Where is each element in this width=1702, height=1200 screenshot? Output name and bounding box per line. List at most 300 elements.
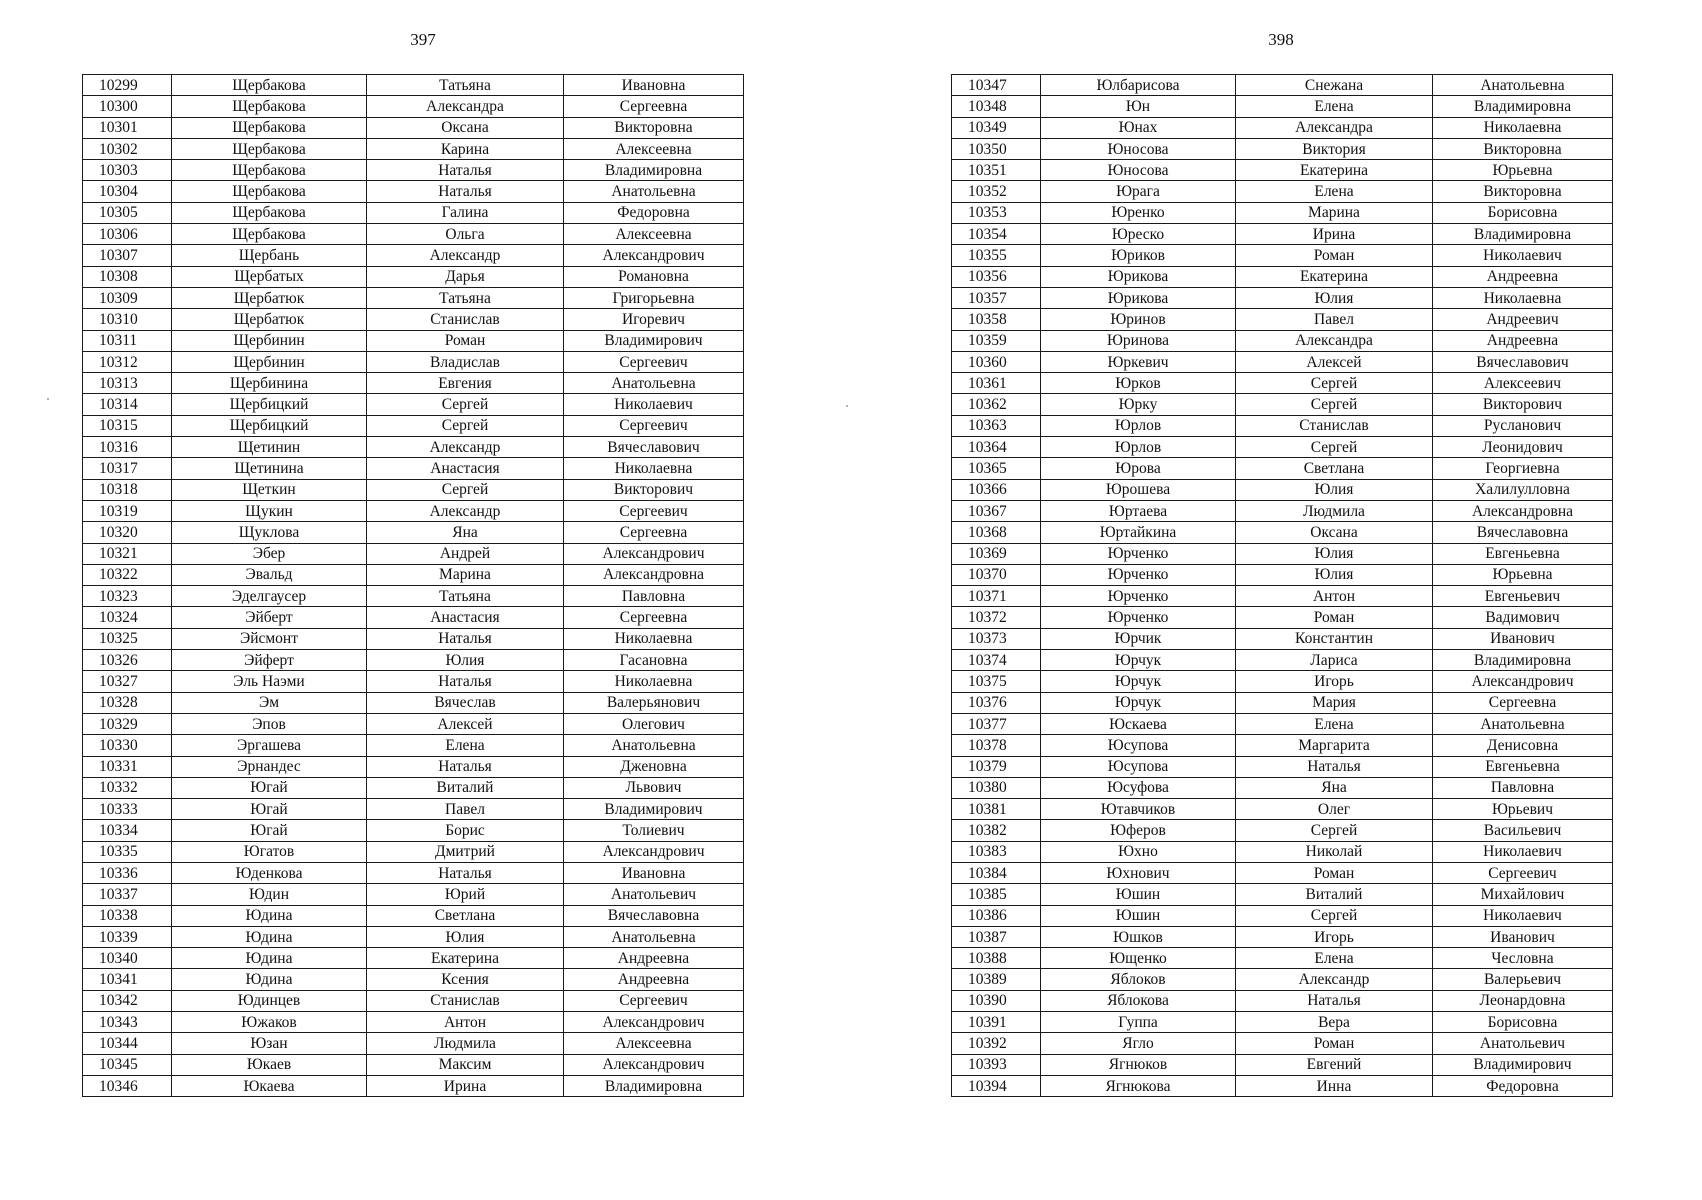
- patronymic-cell: Вадимович: [1433, 607, 1613, 628]
- table-row: [83, 287, 744, 308]
- record-number-cell: 10392: [952, 1033, 1041, 1054]
- registry-table: [951, 74, 1613, 1097]
- table-row: [83, 479, 744, 500]
- last-name-cell: Щербакова: [172, 96, 367, 117]
- patronymic-cell: Анатольевна: [1433, 75, 1613, 96]
- record-number-cell: 10347: [952, 75, 1041, 96]
- table-row: [83, 820, 744, 841]
- table-row: [952, 458, 1613, 479]
- last-name-cell: Эпов: [172, 713, 367, 734]
- last-name-cell: Щербатюк: [172, 287, 367, 308]
- patronymic-cell: Владимировна: [1433, 650, 1613, 671]
- record-number-cell: 10372: [952, 607, 1041, 628]
- patronymic-cell: Александровна: [1433, 500, 1613, 521]
- record-number-cell: 10334: [83, 820, 172, 841]
- record-number-cell: 10313: [83, 373, 172, 394]
- first-name-cell: Оксана: [367, 117, 564, 138]
- first-name-cell: Елена: [367, 735, 564, 756]
- table-row: [952, 330, 1613, 351]
- last-name-cell: Юдина: [172, 948, 367, 969]
- first-name-cell: Юлия: [367, 650, 564, 671]
- first-name-cell: Юлия: [1236, 479, 1433, 500]
- record-number-cell: 10331: [83, 756, 172, 777]
- last-name-cell: Щербакова: [172, 75, 367, 96]
- table-row: [83, 969, 744, 990]
- table-row: [952, 607, 1613, 628]
- last-name-cell: Щербинин: [172, 330, 367, 351]
- record-number-cell: 10341: [83, 969, 172, 990]
- patronymic-cell: Владимирович: [564, 330, 744, 351]
- patronymic-cell: Федоровна: [564, 202, 744, 223]
- patronymic-cell: Сергеевич: [564, 415, 744, 436]
- first-name-cell: Дарья: [367, 266, 564, 287]
- patronymic-cell: Дженовна: [564, 756, 744, 777]
- last-name-cell: Юрова: [1041, 458, 1236, 479]
- first-name-cell: Марина: [367, 564, 564, 585]
- table-row: [83, 373, 744, 394]
- record-number-cell: 10337: [83, 884, 172, 905]
- record-number-cell: 10308: [83, 266, 172, 287]
- table-row: [83, 458, 744, 479]
- page-number: 398: [1268, 30, 1294, 49]
- record-number-cell: 10365: [952, 458, 1041, 479]
- table-row: [952, 1054, 1613, 1075]
- patronymic-cell: Борисовна: [1433, 1012, 1613, 1033]
- first-name-cell: Екатерина: [1236, 160, 1433, 181]
- patronymic-cell: Валерьевич: [1433, 969, 1613, 990]
- first-name-cell: Светлана: [367, 905, 564, 926]
- patronymic-cell: Сергеевич: [564, 990, 744, 1011]
- last-name-cell: Юдина: [172, 905, 367, 926]
- last-name-cell: Южаков: [172, 1012, 367, 1033]
- last-name-cell: Эделгаусер: [172, 586, 367, 607]
- first-name-cell: Ирина: [1236, 224, 1433, 245]
- table-row: [952, 713, 1613, 734]
- last-name-cell: Юртаева: [1041, 500, 1236, 521]
- table-row: [952, 564, 1613, 585]
- patronymic-cell: Сергеевна: [564, 607, 744, 628]
- table-row: [83, 1075, 744, 1096]
- record-number-cell: 10374: [952, 650, 1041, 671]
- last-name-cell: Юрчик: [1041, 628, 1236, 649]
- record-number-cell: 10370: [952, 564, 1041, 585]
- record-number-cell: 10316: [83, 437, 172, 458]
- first-name-cell: Снежана: [1236, 75, 1433, 96]
- record-number-cell: 10368: [952, 522, 1041, 543]
- patronymic-cell: Львович: [564, 777, 744, 798]
- first-name-cell: Виталий: [367, 777, 564, 798]
- patronymic-cell: Алексеевна: [564, 1033, 744, 1054]
- table-row: [952, 117, 1613, 138]
- patronymic-cell: Юрьевич: [1433, 799, 1613, 820]
- table-row: [952, 96, 1613, 117]
- patronymic-cell: Анатольевна: [564, 926, 744, 947]
- last-name-cell: Юдина: [172, 969, 367, 990]
- patronymic-cell: Леонидович: [1433, 437, 1613, 458]
- last-name-cell: Щуклова: [172, 522, 367, 543]
- last-name-cell: Юдин: [172, 884, 367, 905]
- record-number-cell: 10376: [952, 692, 1041, 713]
- table-row: [952, 777, 1613, 798]
- table-row: [952, 245, 1613, 266]
- first-name-cell: Олег: [1236, 799, 1433, 820]
- first-name-cell: Наталья: [367, 756, 564, 777]
- last-name-cell: Юрченко: [1041, 586, 1236, 607]
- last-name-cell: Юрага: [1041, 181, 1236, 202]
- record-number-cell: 10336: [83, 862, 172, 883]
- patronymic-cell: Алексеевич: [1433, 373, 1613, 394]
- patronymic-cell: Евгеньевна: [1433, 543, 1613, 564]
- last-name-cell: Юриков: [1041, 245, 1236, 266]
- table-row: [83, 500, 744, 521]
- record-number-cell: 10360: [952, 351, 1041, 372]
- table-row: [952, 500, 1613, 521]
- last-name-cell: Юдина: [172, 926, 367, 947]
- first-name-cell: Людмила: [367, 1033, 564, 1054]
- first-name-cell: Наталья: [367, 628, 564, 649]
- first-name-cell: Сергей: [367, 394, 564, 415]
- first-name-cell: Сергей: [1236, 905, 1433, 926]
- first-name-cell: Сергей: [367, 415, 564, 436]
- record-number-cell: 10301: [83, 117, 172, 138]
- record-number-cell: 10330: [83, 735, 172, 756]
- table-row: [83, 1012, 744, 1033]
- table-row: [83, 735, 744, 756]
- patronymic-cell: Гасановна: [564, 650, 744, 671]
- patronymic-cell: Анатольевна: [564, 181, 744, 202]
- record-number-cell: 10299: [83, 75, 172, 96]
- first-name-cell: Елена: [1236, 96, 1433, 117]
- first-name-cell: Татьяна: [367, 586, 564, 607]
- table-row: [83, 884, 744, 905]
- table-row: [952, 309, 1613, 330]
- last-name-cell: Юрошева: [1041, 479, 1236, 500]
- last-name-cell: Юлбарисова: [1041, 75, 1236, 96]
- patronymic-cell: Юрьевна: [1433, 160, 1613, 181]
- first-name-cell: Станислав: [367, 990, 564, 1011]
- first-name-cell: Лариса: [1236, 650, 1433, 671]
- record-number-cell: 10319: [83, 500, 172, 521]
- record-number-cell: 10393: [952, 1054, 1041, 1075]
- record-number-cell: 10314: [83, 394, 172, 415]
- table-row: [83, 437, 744, 458]
- patronymic-cell: Ивановна: [564, 862, 744, 883]
- table-row: [83, 245, 744, 266]
- patronymic-cell: Сергеевна: [564, 522, 744, 543]
- first-name-cell: Наталья: [1236, 990, 1433, 1011]
- patronymic-cell: Владимирович: [564, 799, 744, 820]
- first-name-cell: Наталья: [367, 160, 564, 181]
- last-name-cell: Югай: [172, 777, 367, 798]
- last-name-cell: Югатов: [172, 841, 367, 862]
- table-row: [83, 1033, 744, 1054]
- patronymic-cell: Владимировна: [564, 1075, 744, 1096]
- table-row: [952, 287, 1613, 308]
- table-row: [83, 96, 744, 117]
- record-number-cell: 10321: [83, 543, 172, 564]
- table-row: [83, 628, 744, 649]
- table-row: [952, 586, 1613, 607]
- record-number-cell: 10384: [952, 862, 1041, 883]
- patronymic-cell: Евгеньевна: [1433, 756, 1613, 777]
- first-name-cell: Алексей: [367, 713, 564, 734]
- first-name-cell: Станислав: [367, 309, 564, 330]
- first-name-cell: Ирина: [367, 1075, 564, 1096]
- patronymic-cell: Алексеевна: [564, 138, 744, 159]
- first-name-cell: Антон: [1236, 586, 1433, 607]
- record-number-cell: 10352: [952, 181, 1041, 202]
- table-row: [952, 351, 1613, 372]
- table-row: [83, 351, 744, 372]
- first-name-cell: Александра: [1236, 330, 1433, 351]
- record-number-cell: 10303: [83, 160, 172, 181]
- first-name-cell: Карина: [367, 138, 564, 159]
- first-name-cell: Александр: [367, 500, 564, 521]
- last-name-cell: Юринов: [1041, 309, 1236, 330]
- last-name-cell: Юхно: [1041, 841, 1236, 862]
- table-row: [83, 394, 744, 415]
- table-row: [952, 75, 1613, 96]
- patronymic-cell: Георгиевна: [1433, 458, 1613, 479]
- last-name-cell: Юскаева: [1041, 713, 1236, 734]
- record-number-cell: 10322: [83, 564, 172, 585]
- patronymic-cell: Сергеевич: [564, 351, 744, 372]
- patronymic-cell: Павловна: [564, 586, 744, 607]
- patronymic-cell: Сергеевна: [1433, 692, 1613, 713]
- patronymic-cell: Андреевна: [1433, 330, 1613, 351]
- table-row: [83, 586, 744, 607]
- first-name-cell: Ольга: [367, 224, 564, 245]
- last-name-cell: Щербинина: [172, 373, 367, 394]
- record-number-cell: 10383: [952, 841, 1041, 862]
- table-row: [952, 160, 1613, 181]
- first-name-cell: Сергей: [367, 479, 564, 500]
- patronymic-cell: Александрович: [564, 543, 744, 564]
- first-name-cell: Юрий: [367, 884, 564, 905]
- table-row: [83, 990, 744, 1011]
- last-name-cell: Щербакова: [172, 117, 367, 138]
- table-row: [952, 1075, 1613, 1096]
- patronymic-cell: Вячеславовна: [1433, 522, 1613, 543]
- last-name-cell: Юхнович: [1041, 862, 1236, 883]
- first-name-cell: Евгения: [367, 373, 564, 394]
- record-number-cell: 10311: [83, 330, 172, 351]
- last-name-cell: Ющенко: [1041, 948, 1236, 969]
- patronymic-cell: Алексеевна: [564, 224, 744, 245]
- last-name-cell: Эрнандес: [172, 756, 367, 777]
- record-number-cell: 10355: [952, 245, 1041, 266]
- record-number-cell: 10371: [952, 586, 1041, 607]
- table-row: [952, 373, 1613, 394]
- table-row: [83, 948, 744, 969]
- table-row: [83, 309, 744, 330]
- last-name-cell: Щетинин: [172, 437, 367, 458]
- patronymic-cell: Вячеславовна: [564, 905, 744, 926]
- last-name-cell: Щербатюк: [172, 309, 367, 330]
- patronymic-cell: Александрович: [564, 1054, 744, 1075]
- patronymic-cell: Николаевна: [1433, 287, 1613, 308]
- last-name-cell: Щербицкий: [172, 394, 367, 415]
- first-name-cell: Вера: [1236, 1012, 1433, 1033]
- record-number-cell: 10304: [83, 181, 172, 202]
- last-name-cell: Щукин: [172, 500, 367, 521]
- table-row: [83, 181, 744, 202]
- last-name-cell: Юренко: [1041, 202, 1236, 223]
- patronymic-cell: Николаевич: [1433, 841, 1613, 862]
- last-name-cell: Яблокова: [1041, 990, 1236, 1011]
- last-name-cell: Юрикова: [1041, 287, 1236, 308]
- table-row: [83, 266, 744, 287]
- patronymic-cell: Павловна: [1433, 777, 1613, 798]
- last-name-cell: Юшин: [1041, 884, 1236, 905]
- last-name-cell: Юринова: [1041, 330, 1236, 351]
- first-name-cell: Александр: [367, 245, 564, 266]
- patronymic-cell: Александрович: [1433, 671, 1613, 692]
- first-name-cell: Алексей: [1236, 351, 1433, 372]
- first-name-cell: Ксения: [367, 969, 564, 990]
- last-name-cell: Юрченко: [1041, 564, 1236, 585]
- last-name-cell: Юрлов: [1041, 437, 1236, 458]
- table-row: [952, 841, 1613, 862]
- patronymic-cell: Андреевич: [1433, 309, 1613, 330]
- last-name-cell: Эль Наэми: [172, 671, 367, 692]
- patronymic-cell: Викторовна: [1433, 138, 1613, 159]
- first-name-cell: Марина: [1236, 202, 1433, 223]
- last-name-cell: Щетинина: [172, 458, 367, 479]
- table-row: [952, 671, 1613, 692]
- table-row: [83, 862, 744, 883]
- table-row: [952, 735, 1613, 756]
- last-name-cell: Щербинин: [172, 351, 367, 372]
- table-row: [952, 756, 1613, 777]
- first-name-cell: Маргарита: [1236, 735, 1433, 756]
- table-row: [83, 777, 744, 798]
- first-name-cell: Инна: [1236, 1075, 1433, 1096]
- last-name-cell: Щербань: [172, 245, 367, 266]
- record-number-cell: 10387: [952, 926, 1041, 947]
- last-name-cell: Юсуфова: [1041, 777, 1236, 798]
- first-name-cell: Екатерина: [367, 948, 564, 969]
- table-row: [83, 1054, 744, 1075]
- first-name-cell: Андрей: [367, 543, 564, 564]
- patronymic-cell: Александрович: [564, 1012, 744, 1033]
- first-name-cell: Николай: [1236, 841, 1433, 862]
- last-name-cell: Эйферт: [172, 650, 367, 671]
- table-row: [83, 905, 744, 926]
- record-number-cell: 10369: [952, 543, 1041, 564]
- record-number-cell: 10364: [952, 437, 1041, 458]
- first-name-cell: Александра: [1236, 117, 1433, 138]
- last-name-cell: Юрлов: [1041, 415, 1236, 436]
- patronymic-cell: Халилулловна: [1433, 479, 1613, 500]
- table-row: [952, 394, 1613, 415]
- patronymic-cell: Игоревич: [564, 309, 744, 330]
- first-name-cell: Юлия: [367, 926, 564, 947]
- table-row: [952, 692, 1613, 713]
- table-row: [952, 799, 1613, 820]
- last-name-cell: Гуппа: [1041, 1012, 1236, 1033]
- patronymic-cell: Владимирович: [1433, 1054, 1613, 1075]
- last-name-cell: Юртайкина: [1041, 522, 1236, 543]
- patronymic-cell: Александрович: [564, 841, 744, 862]
- first-name-cell: Наталья: [367, 862, 564, 883]
- patronymic-cell: Николаевич: [564, 394, 744, 415]
- last-name-cell: Юрку: [1041, 394, 1236, 415]
- record-number-cell: 10377: [952, 713, 1041, 734]
- table-row: [952, 437, 1613, 458]
- record-number-cell: 10382: [952, 820, 1041, 841]
- record-number-cell: 10378: [952, 735, 1041, 756]
- first-name-cell: Дмитрий: [367, 841, 564, 862]
- table-row: [83, 543, 744, 564]
- patronymic-cell: Вячеславович: [1433, 351, 1613, 372]
- last-name-cell: Югай: [172, 820, 367, 841]
- record-number-cell: 10349: [952, 117, 1041, 138]
- table-row: [952, 990, 1613, 1011]
- first-name-cell: Александра: [367, 96, 564, 117]
- record-number-cell: 10350: [952, 138, 1041, 159]
- record-number-cell: 10326: [83, 650, 172, 671]
- table-row: [952, 820, 1613, 841]
- table-row: [83, 671, 744, 692]
- table-row: [83, 841, 744, 862]
- first-name-cell: Наталья: [367, 671, 564, 692]
- last-name-cell: Юферов: [1041, 820, 1236, 841]
- table-row: [952, 969, 1613, 990]
- record-number-cell: 10317: [83, 458, 172, 479]
- record-number-cell: 10357: [952, 287, 1041, 308]
- patronymic-cell: Владимировна: [564, 160, 744, 181]
- first-name-cell: Елена: [1236, 713, 1433, 734]
- first-name-cell: Игорь: [1236, 926, 1433, 947]
- last-name-cell: Юрков: [1041, 373, 1236, 394]
- first-name-cell: Анастасия: [367, 607, 564, 628]
- first-name-cell: Сергей: [1236, 437, 1433, 458]
- patronymic-cell: Борисовна: [1433, 202, 1613, 223]
- last-name-cell: Юкаев: [172, 1054, 367, 1075]
- patronymic-cell: Анатольевич: [1433, 1033, 1613, 1054]
- last-name-cell: Юденкова: [172, 862, 367, 883]
- last-name-cell: Эйберт: [172, 607, 367, 628]
- registry-table: [82, 74, 744, 1097]
- patronymic-cell: Андреевна: [564, 969, 744, 990]
- last-name-cell: Юсупова: [1041, 735, 1236, 756]
- patronymic-cell: Александрович: [564, 245, 744, 266]
- last-name-cell: Юшин: [1041, 905, 1236, 926]
- patronymic-cell: Юрьевна: [1433, 564, 1613, 585]
- table-row: [83, 713, 744, 734]
- record-number-cell: 10329: [83, 713, 172, 734]
- first-name-cell: Вячеслав: [367, 692, 564, 713]
- first-name-cell: Виталий: [1236, 884, 1433, 905]
- table-row: [952, 415, 1613, 436]
- first-name-cell: Максим: [367, 1054, 564, 1075]
- last-name-cell: Щеткин: [172, 479, 367, 500]
- record-number-cell: 10325: [83, 628, 172, 649]
- first-name-cell: Наталья: [367, 181, 564, 202]
- first-name-cell: Александр: [367, 437, 564, 458]
- table-row: [83, 75, 744, 96]
- patronymic-cell: Сергеевич: [1433, 862, 1613, 883]
- patronymic-cell: Григорьевна: [564, 287, 744, 308]
- page-number: 397: [410, 30, 436, 49]
- last-name-cell: Юркевич: [1041, 351, 1236, 372]
- page-right: [851, 0, 1702, 1200]
- record-number-cell: 10345: [83, 1054, 172, 1075]
- table-row: [952, 884, 1613, 905]
- last-name-cell: Щербакова: [172, 160, 367, 181]
- record-number-cell: 10339: [83, 926, 172, 947]
